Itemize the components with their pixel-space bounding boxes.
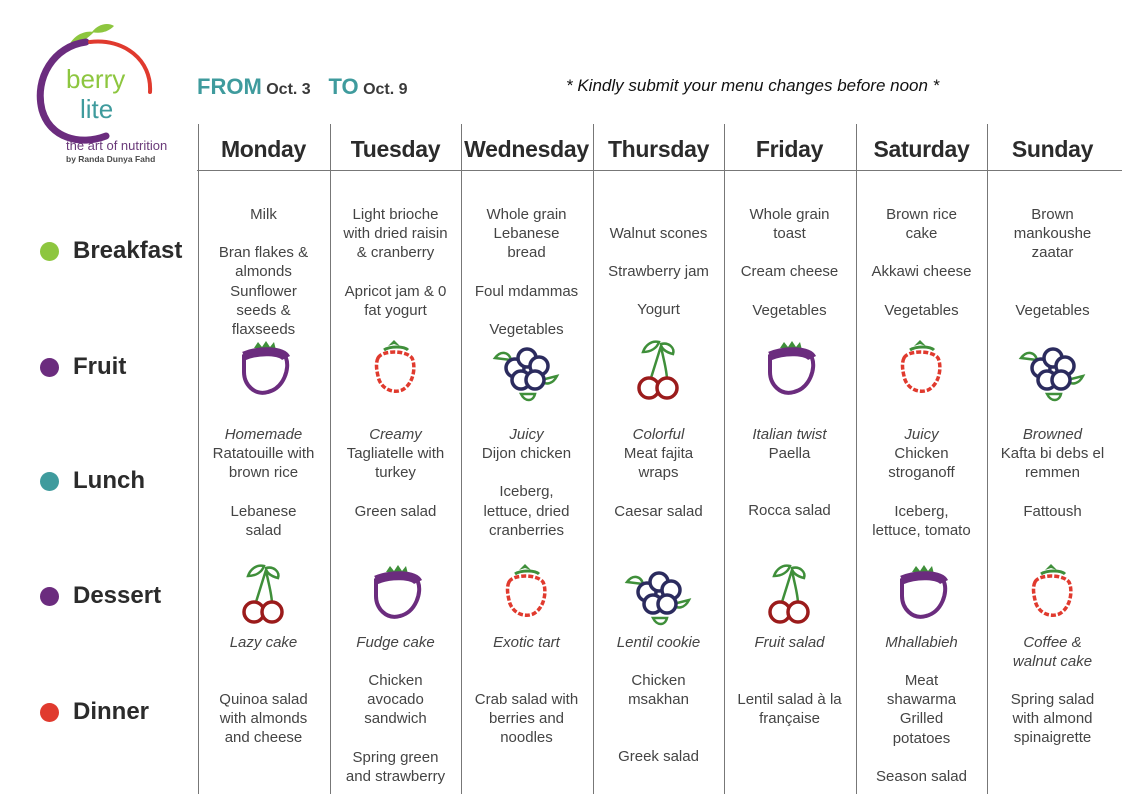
menu-item-line: Lebanese — [230, 502, 297, 520]
menu-item-line: fat yogurt — [364, 301, 427, 319]
lunch-adjective: Juicy — [904, 426, 939, 443]
menu-item-line: msakhan — [628, 691, 689, 709]
menu-item-line: Apricot jam & 0 — [344, 282, 447, 300]
menu-item-line: zaatar — [1031, 244, 1074, 262]
meal-dot-icon — [40, 472, 59, 491]
meal-label-text: Breakfast — [73, 237, 183, 264]
meal-dot-icon — [40, 358, 59, 377]
menu-item-line: Strawberry jam — [608, 263, 709, 281]
menu-item-line: Kafta bi debs el — [1000, 445, 1105, 463]
menu-item-line: lettuce, tomato — [872, 521, 971, 539]
menu-item-line: Brown rice — [886, 206, 957, 223]
menu-item-line: with almond — [1012, 710, 1093, 728]
day-header-friday: Friday — [755, 136, 824, 162]
day-header-sunday: Sunday — [1011, 136, 1094, 162]
menu-item-line: remmen — [1024, 464, 1080, 482]
menu-item-line: cake — [905, 225, 938, 243]
day-header-tuesday: Tuesday — [350, 136, 441, 162]
meal-label-dessert — [40, 581, 161, 611]
meal-dot-icon — [40, 703, 59, 722]
menu-item-line: Spring green — [352, 748, 439, 766]
menu-item-line: Greek salad — [618, 748, 699, 766]
menu-item-line: Bran flakes & — [218, 244, 309, 262]
breakfast-cell-wednesday — [461, 205, 592, 339]
dinner-cell-sunday — [987, 690, 1118, 748]
menu-item-line: with almonds — [219, 710, 308, 728]
meal-label-breakfast — [40, 236, 182, 266]
submission-notice: * Kindly submit your menu changes before noon * — [566, 76, 940, 95]
from-label: FROM — [197, 74, 262, 99]
menu-item-line: Iceberg, — [894, 502, 949, 520]
dinner-cell-friday — [724, 690, 855, 728]
menu-item-line: Foul mdammas — [474, 282, 579, 300]
dinner-cell-wednesday — [461, 690, 592, 748]
menu-item-line: Light brioche — [352, 206, 439, 223]
menu-item-line: Dijon chicken — [481, 445, 572, 463]
lunch-cell-tuesday — [330, 425, 461, 521]
meal-label-text: Fruit — [73, 353, 127, 380]
dinner-cell-monday — [198, 690, 329, 748]
menu-item-line: Lebanese — [493, 225, 560, 243]
menu-item-line: Milk — [250, 206, 277, 223]
menu-item-line: toast — [773, 225, 806, 243]
dessert-cell-monday — [198, 633, 329, 652]
lunch-adjective: Browned — [1022, 426, 1083, 443]
header-divider — [197, 170, 1122, 171]
raspberry-icon — [886, 336, 956, 406]
lunch-cell-thursday — [593, 425, 724, 521]
eggplant-icon — [754, 336, 824, 406]
dinner-cell-tuesday — [330, 671, 461, 786]
menu-item-line: & cranberry — [356, 244, 435, 262]
meal-label-text: Dinner — [73, 698, 150, 725]
menu-item-line: Exotic tart — [493, 634, 560, 651]
cherry-icon — [228, 560, 298, 630]
cherry-icon — [754, 560, 824, 630]
lunch-adjective: Creamy — [369, 426, 422, 443]
menu-item-line: Fattoush — [1023, 502, 1082, 520]
menu-item-line: Green salad — [354, 502, 437, 520]
menu-item-line: almonds — [235, 263, 292, 281]
lunch-adjective: Italian twist — [752, 426, 827, 443]
dessert-cell-saturday — [856, 633, 987, 652]
menu-item-line: Akkawi cheese — [871, 263, 972, 281]
day-header-saturday: Saturday — [873, 136, 970, 162]
from-date: Oct. 3 — [266, 81, 311, 98]
lunch-cell-friday — [724, 425, 855, 521]
menu-item-line: Paella — [768, 445, 811, 463]
menu-item-line: salad — [245, 521, 282, 539]
date-range — [197, 74, 408, 100]
menu-item-line: Chicken — [631, 672, 686, 689]
menu-item-line: sandwich — [364, 710, 427, 728]
menu-item-line: lettuce, dried — [483, 502, 570, 520]
breakfast-cell-friday — [724, 205, 855, 320]
breakfast-cell-thursday — [593, 205, 724, 320]
menu-item-line: Chicken — [368, 672, 423, 689]
menu-item-line: Vegetables — [752, 301, 827, 319]
meal-label-dinner — [40, 697, 149, 727]
menu-item-line: Coffee & — [1023, 634, 1082, 651]
menu-item-line: Ratatouille with — [212, 445, 315, 463]
menu-item-line: potatoes — [892, 729, 951, 747]
menu-item-line: turkey — [375, 464, 416, 482]
menu-item-line: Spring salad — [1010, 691, 1095, 708]
menu-item-line: Lazy cake — [229, 634, 298, 651]
lunch-cell-monday — [198, 425, 329, 540]
logo-text-lite: lite — [80, 94, 114, 124]
eggplant-icon — [360, 560, 430, 630]
menu-item-line: Vegetables — [1015, 301, 1090, 319]
day-header-thursday: Thursday — [607, 136, 710, 162]
blueberry-icon — [491, 336, 561, 406]
menu-item-line: Chicken — [894, 445, 949, 463]
menu-item-line: Meat — [904, 672, 939, 689]
dessert-cell-thursday — [593, 633, 724, 652]
menu-item-line: Fudge cake — [356, 634, 435, 651]
menu-item-line: Meat fajita — [623, 445, 694, 463]
menu-item-line: walnut cake — [1012, 653, 1093, 671]
raspberry-icon — [491, 560, 561, 630]
menu-item-line: Tagliatelle with — [346, 445, 445, 463]
breakfast-cell-saturday — [856, 205, 987, 320]
meal-label-text: Lunch — [73, 467, 145, 494]
menu-item-line: Vegetables — [884, 301, 959, 319]
menu-item-line: and cheese — [224, 729, 303, 747]
menu-item-line: stroganoff — [888, 464, 955, 482]
menu-item-line: wraps — [638, 464, 679, 482]
menu-item-line: mankoushe — [1013, 225, 1092, 243]
menu-item-line: and strawberry — [345, 767, 446, 785]
menu-item-line: spinaigrette — [1013, 729, 1092, 747]
menu-item-line: bread — [507, 244, 546, 262]
menu-item-line: Mhallabieh — [885, 634, 958, 651]
blueberry-icon — [1017, 336, 1087, 406]
breakfast-cell-tuesday — [330, 205, 461, 320]
menu-item-line: avocado — [367, 691, 424, 709]
logo-byline: by Randa Dunya Fahd — [66, 154, 156, 164]
menu-item-line: shawarma — [886, 691, 957, 709]
lunch-cell-saturday — [856, 425, 987, 540]
menu-item-line: Sunflower — [230, 282, 297, 300]
eggplant-icon — [228, 336, 298, 406]
menu-item-line: noodles — [500, 729, 553, 747]
menu-item-line: Vegetables — [489, 320, 564, 338]
blueberry-icon — [623, 560, 693, 630]
menu-item-line: Cream cheese — [740, 263, 839, 281]
menu-item-line: Lentil salad à la — [737, 691, 842, 708]
day-header-monday: Monday — [220, 136, 307, 162]
menu-item-line: flaxseeds — [231, 321, 296, 339]
menu-item-line: Whole grain — [749, 206, 830, 223]
meal-label-text: Dessert — [73, 582, 162, 609]
menu-item-line: française — [759, 710, 820, 728]
raspberry-icon — [1017, 560, 1087, 630]
meal-label-fruit — [40, 352, 126, 382]
menu-item-line: cranberries — [488, 521, 565, 539]
dessert-cell-tuesday — [330, 633, 461, 652]
cherry-icon — [623, 336, 693, 406]
menu-item-line: seeds & — [236, 301, 291, 319]
breakfast-cell-monday — [198, 205, 329, 339]
meal-dot-icon — [40, 587, 59, 606]
logo-tagline: the art of nutrition — [66, 138, 168, 153]
dinner-cell-saturday — [856, 671, 987, 786]
dessert-cell-wednesday — [461, 633, 592, 652]
menu-item-line: Brown — [1031, 206, 1074, 223]
menu-item-line: Iceberg, — [499, 483, 554, 501]
meal-dot-icon — [40, 242, 59, 261]
lunch-adjective: Juicy — [509, 426, 544, 443]
menu-item-line: Walnut scones — [609, 225, 708, 242]
eggplant-icon — [886, 560, 956, 630]
to-date: Oct. 9 — [363, 81, 408, 98]
menu-item-line: brown rice — [228, 464, 299, 482]
menu-item-line: Yogurt — [637, 301, 680, 319]
meal-label-lunch — [40, 466, 145, 496]
menu-item-line: Rocca salad — [748, 502, 831, 520]
menu-item-line: Quinoa salad — [219, 691, 308, 708]
lunch-cell-sunday — [987, 425, 1118, 521]
menu-item-line: Crab salad with — [474, 691, 579, 708]
menu-item-line: Fruit salad — [754, 634, 825, 651]
menu-item-line: Caesar salad — [614, 502, 703, 520]
dinner-cell-thursday — [593, 671, 724, 767]
logo-text-berry: berry — [66, 64, 126, 94]
menu-item-line: Whole grain — [486, 206, 567, 223]
menu-item-line: Grilled — [899, 710, 944, 728]
menu-item-line: with dried raisin — [343, 225, 448, 243]
day-header-wednesday: Wednesday — [464, 136, 589, 162]
to-label: TO — [328, 74, 359, 99]
breakfast-cell-sunday — [987, 205, 1118, 320]
raspberry-icon — [360, 336, 430, 406]
menu-item-line: Lentil cookie — [616, 634, 701, 651]
dessert-cell-friday — [724, 633, 855, 652]
menu-item-line: berries and — [488, 710, 565, 728]
lunch-cell-wednesday — [461, 425, 592, 540]
dessert-cell-sunday — [987, 633, 1118, 671]
lunch-adjective: Colorful — [632, 426, 685, 443]
menu-item-line: Season salad — [876, 767, 967, 785]
lunch-adjective: Homemade — [224, 426, 303, 443]
